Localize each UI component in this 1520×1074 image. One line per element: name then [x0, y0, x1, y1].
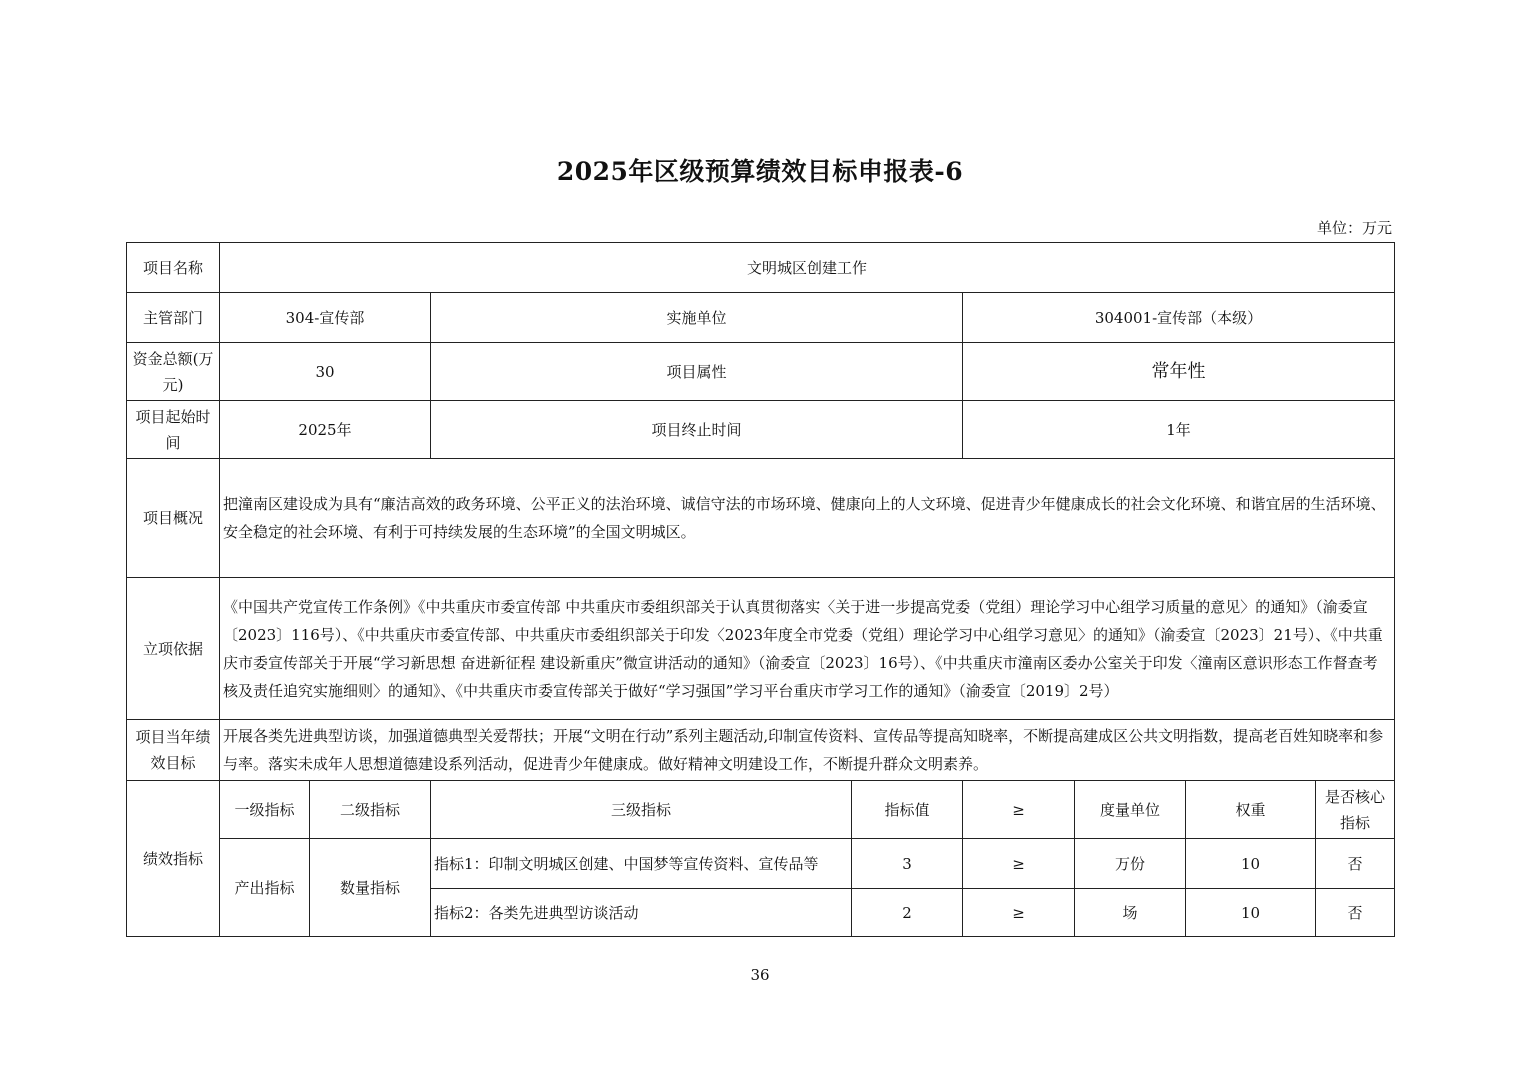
- row-project-name: [127, 243, 1395, 293]
- funds-label: 资金总额(万元): [127, 343, 220, 401]
- indicator-name: 指标1：印制文明城区创建、中国梦等宣传资料、宣传品等: [431, 839, 852, 889]
- header-core: 是否核心指标: [1316, 781, 1395, 839]
- row-goal: [127, 720, 1395, 781]
- department-label: 主管部门: [127, 293, 220, 343]
- indicator-header-row: [127, 781, 1395, 839]
- end-time-label: 项目终止时间: [431, 401, 963, 459]
- indicator-operator: ≥: [963, 839, 1075, 889]
- header-level2: 二级指标: [310, 781, 431, 839]
- indicator-value: 3: [852, 839, 963, 889]
- project-name-label: 项目名称: [127, 243, 220, 293]
- indicator-core: 否: [1316, 889, 1395, 937]
- row-time: [127, 401, 1395, 459]
- project-name-value: 文明城区创建工作: [220, 243, 1395, 293]
- unit-label: 单位：万元: [1316, 219, 1392, 237]
- project-attribute-value: 常年性: [963, 343, 1395, 401]
- basis-label: 立项依据: [127, 578, 220, 720]
- indicator-weight: 10: [1186, 839, 1316, 889]
- header-weight: 权重: [1186, 781, 1316, 839]
- header-unit: 度量单位: [1075, 781, 1186, 839]
- department-value: 304-宣传部: [220, 293, 431, 343]
- indicator-unit: 场: [1075, 889, 1186, 937]
- header-level3: 三级指标: [431, 781, 852, 839]
- row-department: [127, 293, 1395, 343]
- funds-value: 30: [220, 343, 431, 401]
- overview-label: 项目概况: [127, 459, 220, 578]
- header-operator: ≥: [963, 781, 1075, 839]
- page-number: 36: [750, 966, 770, 984]
- basis-text: 《中国共产党宣传工作条例》《中共重庆市委宣传部 中共重庆市委组织部关于认真贯彻落实〈关于进一步提高党委（党组）理论学习中心组学习质量的意见〉的通知》（渝委宣〔2023〕116号）、《中共重庆市委宣传部、中共重庆市委组织部关于印发〈2023年度全市党委（党组）理论学习中心组学习意见〉的通知》（渝委宣〔2023〕21号）、《中共重庆市委宣传部关于开展“学习新思想 奋进新征程 建设新重庆”微宣讲活动的通知》（渝委宣〔2023〕16号）、《中共重庆市潼南区委办公室关于印发〈潼南区意识形态工作督查考核及责任追究实施细则〉的通知》、《中共重庆市委宣传部关于做好“学习强国”学习平台重庆市学习工作的通知》（渝委宣〔2019〕2号）: [220, 578, 1395, 720]
- indicator-value: 2: [852, 889, 963, 937]
- start-time-label: 项目起始时间: [127, 401, 220, 459]
- header-value: 指标值: [852, 781, 963, 839]
- indicator-weight: 10: [1186, 889, 1316, 937]
- implementing-unit-label: 实施单位: [431, 293, 963, 343]
- indicator-unit: 万份: [1075, 839, 1186, 889]
- header-level1: 一级指标: [220, 781, 310, 839]
- goal-text: 开展各类先进典型访谈，加强道德典型关爱帮扶；开展“文明在行动”系列主题活动,印制宣传资料、宣传品等提高知晓率，不断提高建成区公共文明指数，提高老百姓知晓率和参与率。落实未成年人思想道德建设系列活动，促进青少年健康成。做好精神文明建设工作，不断提升群众文明素养。: [220, 720, 1395, 781]
- indicator-operator: ≥: [963, 889, 1075, 937]
- budget-performance-table: [126, 242, 1395, 937]
- row-basis: [127, 578, 1395, 720]
- level1-indicator: 产出指标: [220, 839, 310, 937]
- document-title: 2025年区级预算绩效目标申报表-6: [556, 157, 964, 186]
- indicator-row: [127, 839, 1395, 889]
- overview-text: 把潼南区建设成为具有“廉洁高效的政务环境、公平正义的法治环境、诚信守法的市场环境、健康向上的人文环境、促进青少年健康成长的社会文化环境、和谐宜居的生活环境、安全稳定的社会环境、有利于可持续发展的生态环境”的全国文明城区。: [220, 459, 1395, 578]
- project-attribute-label: 项目属性: [431, 343, 963, 401]
- end-time-value: 1年: [963, 401, 1395, 459]
- start-time-value: 2025年: [220, 401, 431, 459]
- goal-label: 项目当年绩效目标: [127, 720, 220, 781]
- row-overview: [127, 459, 1395, 578]
- implementing-unit-value: 304001-宣传部（本级）: [963, 293, 1395, 343]
- row-funds: [127, 343, 1395, 401]
- indicator-core: 否: [1316, 839, 1395, 889]
- indicator-name: 指标2：各类先进典型访谈活动: [431, 889, 852, 937]
- indicators-label: 绩效指标: [127, 781, 220, 937]
- level2-indicator: 数量指标: [310, 839, 431, 937]
